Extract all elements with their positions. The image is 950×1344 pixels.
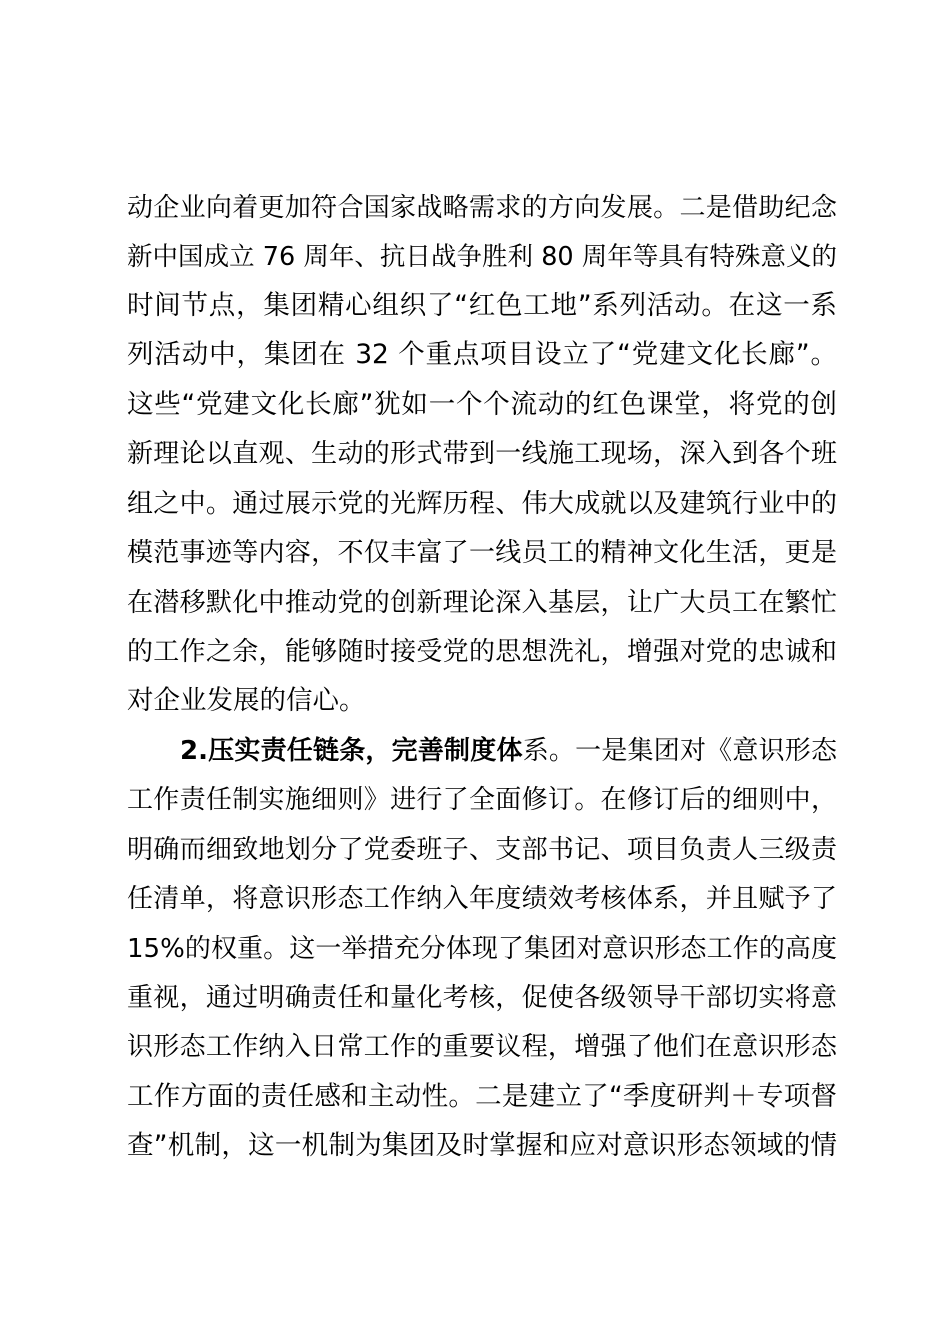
- paragraph-2-line-6: 重视，通过明确责任和量化考核，促使各级领导干部切实将意: [127, 983, 837, 1013]
- paragraph-1-line-6: 新理论以直观、生动的形式带到一线施工现场，深入到各个班: [127, 439, 837, 469]
- paragraph-1-line-4: 列活动中，集团在 32 个重点项目设立了“党建文化长廊”。: [127, 339, 837, 370]
- paragraph-1-line-11: 对企业发展的信心。: [127, 685, 366, 716]
- paragraph-1-line-5: 这些“党建文化长廊”犹如一个个流动的红色课堂，将党的创: [127, 389, 837, 420]
- paragraph-2-line-5: 15%的权重。这一举措充分体现了集团对意识形态工作的高度: [127, 934, 837, 964]
- paragraph-1-line-10: 的工作之余，能够随时接受党的思想洗礼，增强对党的忠诚和: [127, 637, 837, 667]
- paragraph-1-line-8: 模范事迹等内容，不仅丰富了一线员工的精神文化生活，更是: [127, 538, 837, 568]
- paragraph-2-line-3: 明确而细致地划分了党委班子、支部书记、项目负责人三级责: [127, 835, 837, 865]
- paragraph-1-line-2: 新中国成立 76 周年、抗日战争胜利 80 周年等具有特殊意义的: [127, 242, 837, 272]
- paragraph-1-line-3: 时间节点，集团精心组织了“红色工地”系列活动。在这一系: [127, 290, 837, 321]
- paragraph-2-line-4: 任清单，将意识形态工作纳入年度绩效考核体系，并且赋予了: [127, 884, 837, 914]
- paragraph-2-line-9: 查”机制，这一机制为集团及时掌握和应对意识形态领域的情: [127, 1130, 837, 1161]
- paragraph-2-first-line: [180, 726, 837, 776]
- paragraph-2-first-line-text: 系。一是集团对《意识形态: [522, 736, 837, 766]
- paragraph-1-line-1: 动企业向着更加符合国家战略需求的方向发展。二是借助纪念: [127, 193, 837, 223]
- paragraph-1-line-7: 组之中。通过展示党的光辉历程、伟大成就以及建筑行业中的: [127, 489, 837, 519]
- paragraph-2-line-7: 识形态工作纳入日常工作的重要议程，增强了他们在意识形态: [127, 1032, 837, 1062]
- paragraph-1-line-9: 在潜移默化中推动党的创新理论深入基层，让广大员工在繁忙: [127, 588, 837, 618]
- paragraph-2-line-2: 工作责任制实施细则》进行了全面修订。在修订后的细则中，: [127, 785, 837, 815]
- paragraph-2-line-8: 工作方面的责任感和主动性。二是建立了“季度研判＋专项督: [127, 1081, 837, 1112]
- section-heading: 2.压实责任链条，完善制度体: [180, 736, 523, 766]
